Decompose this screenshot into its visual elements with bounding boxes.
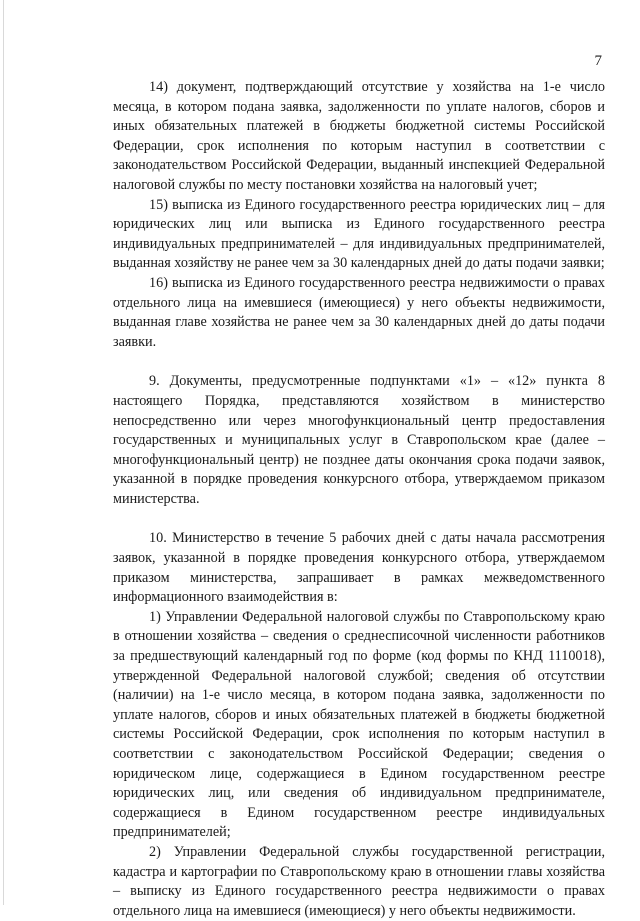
page-edge xyxy=(3,0,4,905)
page-number: 7 xyxy=(594,53,602,69)
clause-10-subitem-1: 1) Управлении Федеральной налоговой службы по Ставропольскому краю в отношении хозяйства – сведения о среднесписочной численности работников за предшествующий календарный год по форме (код формы по КНД 1110018), утвержденной Федеральной налоговой службой; сведения об отсутствии (наличии) на 1-е число месяца, в котором подана заявка, задолженности по уплате налогов, сборов и иных обязательных платежей в бюджеты бюджетной системы Российской Федерации, срок исполнения по которым наступил в соответствии с законодательством Российской Федерации; сведения о юридическом лице, содержащиеся в Едином государственном реестре юридических лиц, или сведения об индивидуальном предпринимателе, содержащиеся в Едином государственном реестре индивидуальных предпринимателей; xyxy=(113,608,605,841)
paragraph-spacer xyxy=(113,352,605,372)
clause-10: 10. Министерство в течение 5 рабочих дней с даты начала рассмотрения заявок, указанной в порядке проведения конкурсного отбора, утверждаемом приказом министерства, запрашивает в рамках межведомственного информационного взаимодействия в: xyxy=(113,530,605,606)
document-body xyxy=(113,78,605,921)
paragraph-spacer xyxy=(113,509,605,529)
clause-10-subitem-2: 2) Управлении Федеральной службы государственной регистрации, кадастра и картографии по Ставропольскому краю в отношении главы хозяйства – выписку из Единого государственного реестра недвижимости о правах отдельного лица на имевшиеся (имеющиеся) у него объекты недвижимости. xyxy=(113,843,605,919)
clause-9: 9. Документы, предусмотренные подпунктами «1» – «12» пункта 8 настоящего Порядка, представляются хозяйством в министерство непосредственно или через многофункциональный центр предоставления государственных и муниципальных услуг в Ставропольском крае (далее – многофункциональный центр) не позднее даты окончания срока подачи заявок, указанной в порядке проведения конкурсного отбора, утверждаемом приказом министерства. xyxy=(113,373,605,507)
subitem-15: 15) выписка из Единого государственного реестра юридических лиц – для юридических лиц или выписка из Единого государственного реестра индивидуальных предпринимателей – для индивидуальных предпринимателей, выданная хозяйству не ранее чем за 30 календарных дней до даты подачи заявки; xyxy=(113,196,605,272)
subitem-14: 14) документ, подтверждающий отсутствие у хозяйства на 1-е число месяца, в котором подана заявка, задолженности по уплате налогов, сборов и иных обязательных платежей в бюджеты бюджетной системы Российской Федерации, срок исполнения по которым наступил в соответствии с законодательством Российской Федерации, выданный инспекцией Федеральной налоговой службы по месту постановки хозяйства на налоговый учет; xyxy=(113,79,605,193)
subitem-16: 16) выписка из Единого государственного реестра недвижимости о правах отдельного лица на имевшиеся (имеющиеся) у него объекты недвижимости, выданная главе хозяйства не ранее чем за 30 календарных дней до даты подачи заявки. xyxy=(113,274,605,350)
